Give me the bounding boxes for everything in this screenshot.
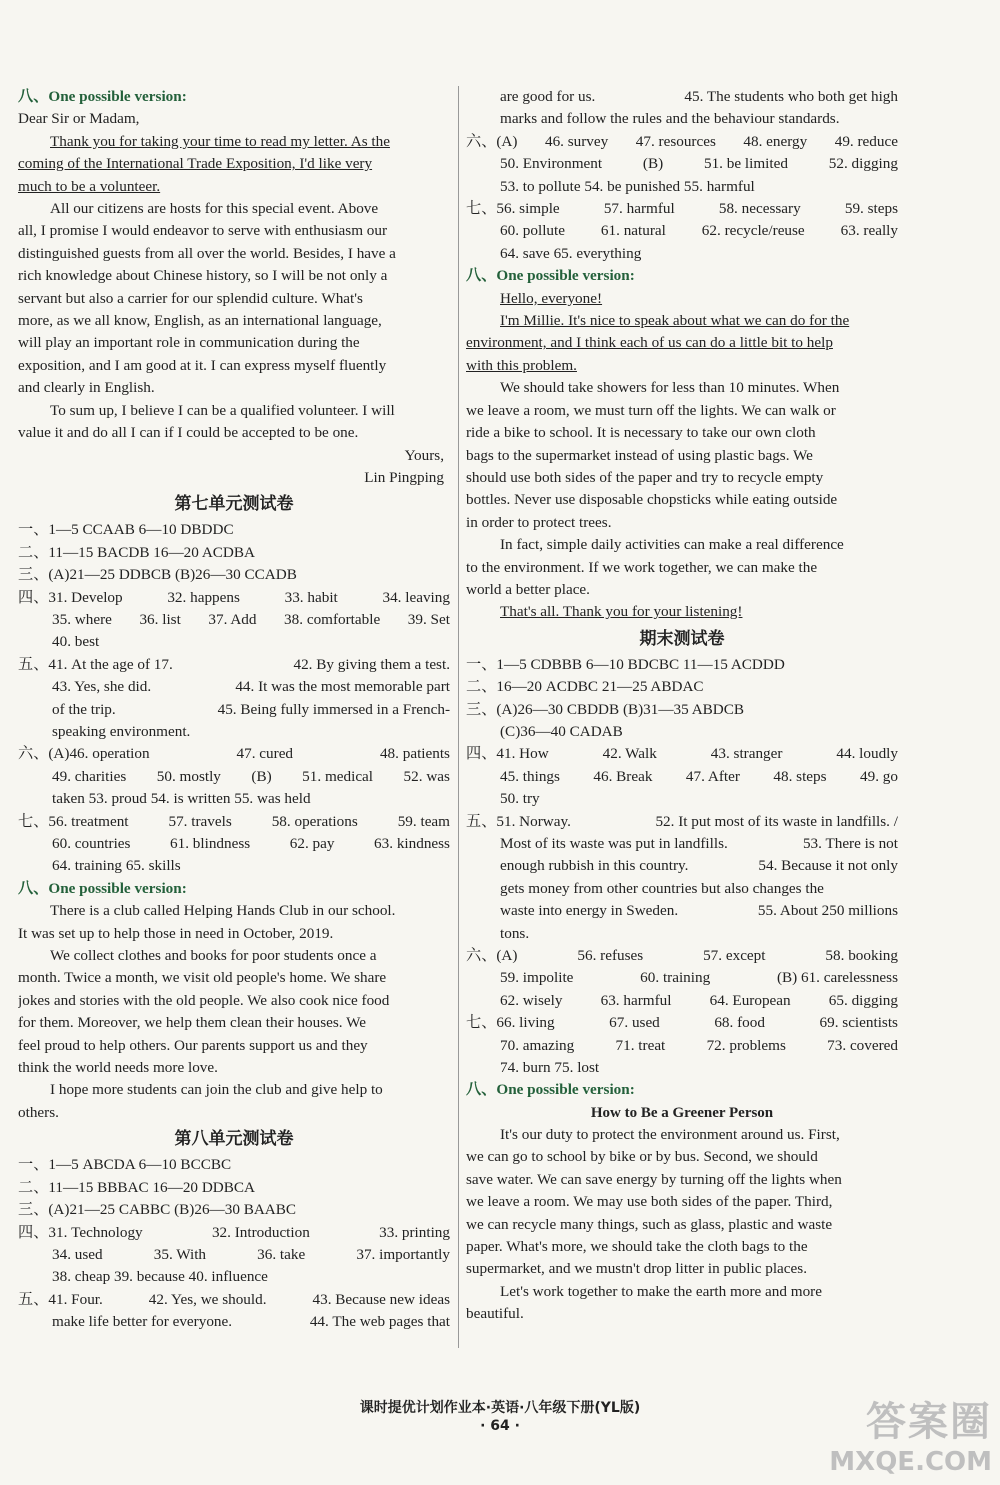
- text-line: we can recycle many things, such as glass, plastic and waste: [466, 1215, 833, 1233]
- text-line: 64. save 65. everything: [500, 244, 642, 262]
- text-line: more, as we all know, English, as an international language,: [18, 312, 382, 330]
- answer-chunk: 32. Introduction: [211, 1223, 310, 1241]
- text-line: others.: [18, 1103, 59, 1121]
- answer-chunk: 64. European: [709, 991, 791, 1009]
- answer-chunk: 37. importantly: [356, 1245, 450, 1263]
- answer-chunk: 四、31. Develop: [18, 588, 123, 606]
- text-line: Hello, everyone!: [500, 289, 603, 307]
- answer-chunk: (B): [642, 155, 664, 173]
- text-line: [466, 967, 898, 989]
- answer-chunk: 54. Because it not only: [758, 857, 898, 875]
- answer-chunk: 63. really: [840, 222, 898, 240]
- answer-chunk: 57. except: [703, 947, 766, 965]
- answer-chunk: 36. take: [257, 1245, 306, 1263]
- text-line: will play an important role in communication during the: [18, 334, 360, 352]
- text-line: 38. cheap 39. because 40. influence: [52, 1268, 268, 1286]
- answer-chunk: 59. impolite: [500, 969, 574, 987]
- answer-chunk: 59. steps: [844, 200, 898, 218]
- text-line: [18, 654, 450, 676]
- answer-chunk: 52. It put most of its waste in landfills. /: [655, 812, 898, 830]
- answer-chunk: 48. energy: [743, 132, 808, 150]
- text-line: [18, 1311, 450, 1333]
- version-heading: 八、One possible version:: [466, 1081, 635, 1099]
- answer-chunk: 62. recycle/reuse: [701, 222, 805, 240]
- answer-chunk: 四、31. Technology: [18, 1223, 143, 1241]
- answer-chunk: 71. treat: [615, 1036, 666, 1054]
- text-line: 40. best: [52, 633, 100, 651]
- text-line: We collect clothes and books for poor students once a: [50, 947, 377, 965]
- text-line: That's all. Thank you for your listening!: [500, 603, 743, 621]
- answer-chunk: 六、(A)46. operation: [18, 745, 150, 763]
- answer-chunk: 35. where: [52, 610, 112, 628]
- watermark-logo-text: 答案圈: [866, 1399, 992, 1445]
- text-line: distinguished guests from all over the world. Besides, I have a: [18, 244, 396, 262]
- answer-chunk: 38. comfortable: [284, 610, 381, 628]
- answer-chunk: 32. happens: [167, 588, 240, 606]
- answer-chunk: marks and follow the rules and the behaviour standards.: [500, 110, 840, 128]
- column-divider: [458, 86, 459, 1348]
- text-line: exposition, and I am good at it. I can express myself fluently: [18, 356, 387, 374]
- left-column: [18, 86, 450, 1334]
- text-line: [466, 198, 898, 220]
- text-line: we can go to school by bike or by bus. Second, we should: [466, 1148, 818, 1166]
- answer-chunk: 48. steps: [773, 767, 827, 785]
- text-line: we leave a room. We may use both sides of the paper. Third,: [466, 1193, 833, 1211]
- text-line: Yours,: [404, 446, 444, 464]
- footer-page-number: · 64 ·: [480, 1418, 520, 1434]
- answer-chunk: 46. Break: [593, 767, 653, 785]
- text-line: supermarket, and we mustn't drop litter in public places.: [466, 1260, 807, 1278]
- answer-chunk: 七、56. simple: [466, 200, 560, 218]
- answer-chunk: 44. It was the most memorable part: [235, 678, 450, 696]
- text-line: [18, 676, 450, 698]
- answer-chunk: 55. About 250 millions: [757, 902, 898, 920]
- answer-chunk: 58. operations: [271, 812, 358, 830]
- section-title: How to Be a Greener Person: [590, 1104, 774, 1121]
- text-line: 一、1—5 CDBBB 6—10 BDCBC 11—15 ACDDD: [466, 655, 785, 673]
- answer-chunk: 43. stranger: [710, 745, 783, 763]
- text-line: beautiful.: [466, 1305, 524, 1323]
- watermark: [829, 1390, 992, 1477]
- answer-chunk: 73. covered: [827, 1036, 898, 1054]
- answer-chunk: 51. be limited: [703, 155, 788, 173]
- text-line: I hope more students can join the club and give help to: [50, 1081, 383, 1099]
- text-line: to the environment. If we work together, we can make the: [466, 558, 818, 576]
- answer-chunk: 63. kindness: [374, 835, 450, 852]
- answer-chunk: 44. The web pages that: [309, 1313, 450, 1331]
- answer-chunk: 60. countries: [52, 835, 131, 852]
- text-line: [18, 811, 450, 833]
- watermark-url: MXQE.COM: [829, 1447, 992, 1477]
- text-line: tons.: [500, 924, 530, 942]
- text-line: [466, 153, 898, 175]
- text-line: Dear Sir or Madam,: [18, 110, 140, 128]
- text-line: much to be a volunteer.: [18, 177, 161, 195]
- text-line: (C)36—40 CADAB: [500, 722, 623, 740]
- text-line: rich knowledge about Chinese history, so I will be not only a: [18, 267, 388, 285]
- text-line: coming of the International Trade Exposition, I'd like very: [18, 155, 373, 173]
- text-line: [466, 900, 898, 922]
- answer-chunk: 34. used: [52, 1245, 103, 1263]
- text-line: save water. We can save energy by turning off the lights when: [466, 1170, 842, 1188]
- answer-chunk: 35. With: [153, 1245, 207, 1263]
- answer-chunk: Most of its waste was put in landfills.: [500, 835, 728, 852]
- text-line: [466, 811, 898, 833]
- text-line: We should take showers for less than 10 minutes. When: [500, 379, 840, 397]
- answer-chunk: 67. used: [609, 1014, 660, 1032]
- answer-chunk: 57. travels: [168, 812, 232, 830]
- answer-chunk: 53. There is not: [802, 835, 898, 852]
- answer-chunk: 50. Environment: [500, 155, 603, 173]
- answer-chunk: 47. cured: [236, 745, 294, 763]
- answer-chunk: 五、41. Four.: [18, 1290, 103, 1308]
- text-line: think the world needs more love.: [18, 1059, 218, 1077]
- answer-chunk: 56. refuses: [577, 947, 644, 965]
- text-line: servant but also a carrier for our splendid culture. What's: [18, 289, 363, 307]
- text-line: [466, 108, 898, 130]
- answer-chunk: 36. list: [139, 610, 181, 628]
- text-line: feel proud to help others. Our parents support us and they: [18, 1036, 368, 1054]
- section-title: 第八单元测试卷: [174, 1129, 294, 1150]
- text-line: 三、(A)21—25 DDBCB (B)26—30 CCADB: [18, 566, 297, 584]
- answer-chunk: 61. blindness: [170, 835, 251, 852]
- text-line: [18, 743, 450, 765]
- text-line: [18, 699, 450, 721]
- answer-chunk: 60. pollute: [500, 222, 565, 240]
- answer-chunk: 60. training: [640, 969, 711, 987]
- answer-chunk: 62. wisely: [500, 991, 563, 1009]
- section-title: 第七单元测试卷: [174, 494, 294, 515]
- answer-chunk: waste into energy in Sweden.: [500, 902, 679, 920]
- text-line: bottles. Never use disposable chopsticks while eating outside: [466, 491, 838, 509]
- answer-chunk: 42. By giving them a test.: [293, 655, 450, 673]
- text-line: [466, 855, 898, 877]
- text-line: jokes and stories with the old people. We also cook nice food: [18, 991, 390, 1009]
- text-line: I'm Millie. It's nice to speak about what we can do for the: [500, 312, 850, 330]
- text-line: [466, 990, 898, 1012]
- text-line: 64. training 65. skills: [52, 857, 181, 875]
- answer-chunk: 57. harmful: [603, 200, 675, 218]
- text-line: Let's work together to make the earth more and more: [500, 1282, 822, 1300]
- text-line: [466, 1035, 898, 1057]
- text-line: speaking environment.: [52, 722, 191, 740]
- text-line: all, I promise I would endeavor to serve with enthusiasm our: [18, 222, 388, 240]
- text-line: [466, 131, 898, 153]
- text-line: we leave a room, we must turn off the lights. We can walk or: [466, 401, 836, 419]
- answer-chunk: 70. amazing: [500, 1036, 575, 1054]
- text-line: [466, 86, 898, 108]
- answer-chunk: 68. food: [714, 1014, 765, 1032]
- version-heading: 八、One possible version:: [18, 88, 187, 105]
- text-line: 二、11—15 BACDB 16—20 ACDBA: [18, 543, 255, 561]
- text-line: [466, 766, 898, 788]
- text-line: [466, 878, 898, 900]
- text-line: [18, 609, 450, 631]
- text-line: Lin Pingping: [364, 468, 444, 486]
- text-line: 50. try: [500, 790, 540, 808]
- answer-chunk: (B): [251, 767, 272, 785]
- answer-chunk: 33. printing: [379, 1223, 450, 1241]
- answer-chunk: 43. Because new ideas: [312, 1290, 450, 1308]
- text-line: In fact, simple daily activities can make a real difference: [500, 536, 844, 554]
- answer-chunk: 48. patients: [379, 745, 450, 763]
- answer-chunk: 42. Yes, we should.: [148, 1290, 267, 1308]
- text-line: [466, 220, 898, 242]
- text-line: 一、1—5 ABCDA 6—10 BCCBC: [18, 1156, 232, 1174]
- answer-chunk: 44. loudly: [836, 745, 898, 763]
- answer-chunk: 52. digging: [828, 155, 898, 173]
- text-line: [18, 1289, 450, 1311]
- text-line: [466, 945, 898, 967]
- text-line: should use both sides of the paper and try to recycle empty: [466, 468, 824, 486]
- answer-chunk: gets money from other countries but also changes the: [500, 879, 824, 897]
- footer-book-title: 课时提优计划作业本·英语·八年级下册(YL版): [359, 1400, 641, 1416]
- answer-chunk: make life better for everyone.: [52, 1313, 233, 1331]
- answer-chunk: 33. habit: [284, 588, 338, 606]
- right-column: [466, 86, 898, 1326]
- answer-chunk: 50. mostly: [156, 767, 221, 785]
- text-line: [18, 1244, 450, 1266]
- answer-chunk: 34. leaving: [382, 588, 450, 606]
- text-line: value it and do all I can if I could be accepted to be one.: [18, 424, 359, 442]
- text-line: month. Twice a month, we visit old people's home. We share: [18, 969, 387, 987]
- answer-chunk: 65. digging: [828, 991, 898, 1009]
- text-line: To sum up, I believe I can be a qualified volunteer. I will: [50, 401, 395, 419]
- answer-chunk: 47. After: [685, 767, 740, 785]
- text-line: 53. to pollute 54. be punished 55. harmful: [500, 177, 755, 195]
- answer-chunk: 69. scientists: [819, 1014, 898, 1032]
- answer-chunk: 四、41. How: [466, 745, 549, 763]
- version-heading: 八、One possible version:: [18, 879, 187, 897]
- text-line: 二、11—15 BBBAC 16—20 DDBCA: [18, 1178, 255, 1196]
- text-line: taken 53. proud 54. is written 55. was held: [52, 790, 311, 808]
- text-line: [18, 587, 450, 609]
- answer-chunk: 59. team: [397, 812, 450, 830]
- answer-chunk: 46. survey: [544, 132, 609, 150]
- text-line: paper. What's more, we should take the cloth bags to the: [466, 1237, 808, 1255]
- answer-chunk: 37. Add: [208, 610, 257, 628]
- answer-chunk: 62. pay: [289, 835, 335, 852]
- text-line: Thank you for taking your time to read my letter. As the: [50, 132, 390, 150]
- text-line: It's our duty to protect the environment around us. First,: [500, 1125, 840, 1143]
- answer-chunk: enough rubbish in this country.: [500, 857, 689, 875]
- answer-chunk: are good for us.: [500, 88, 596, 105]
- answer-chunk: of the trip.: [52, 700, 116, 718]
- text-line: 二、16—20 ACDBC 21—25 ABDAC: [466, 678, 704, 696]
- text-line: ride a bike to school. It is necessary to take our own cloth: [466, 424, 816, 442]
- text-line: in order to protect trees.: [466, 513, 612, 531]
- answer-chunk: 45. things: [500, 767, 560, 785]
- text-line: for them. Moreover, we help them clean their houses. We: [18, 1014, 366, 1032]
- text-line: 74. burn 75. lost: [500, 1059, 600, 1077]
- text-line: [466, 743, 898, 765]
- text-line: It was set up to help those in need in October, 2019.: [18, 924, 334, 942]
- answer-chunk: 五、41. At the age of 17.: [18, 655, 173, 673]
- text-line: 三、(A)21—25 CABBC (B)26—30 BAABC: [18, 1201, 297, 1219]
- text-line: [466, 1012, 898, 1034]
- text-line: and clearly in English.: [18, 379, 155, 397]
- answer-chunk: 六、(A): [466, 947, 518, 965]
- text-line: [466, 833, 898, 855]
- text-line: with this problem.: [466, 356, 577, 374]
- answer-chunk: (B) 61. carelessness: [776, 969, 898, 987]
- text-line: All our citizens are hosts for this special event. Above: [50, 200, 379, 218]
- answer-chunk: 39. Set: [407, 610, 450, 628]
- answer-chunk: 72. problems: [706, 1036, 786, 1054]
- answer-chunk: 49. go: [860, 767, 898, 785]
- text-line: world a better place.: [466, 580, 590, 598]
- answer-chunk: 47. resources: [635, 132, 716, 150]
- answer-chunk: 63. harmful: [600, 991, 672, 1009]
- answer-chunk: 61. natural: [600, 222, 666, 240]
- answer-chunk: 49. reduce: [834, 132, 898, 150]
- answer-chunk: 六、(A): [466, 132, 518, 150]
- answer-chunk: 58. necessary: [718, 200, 801, 218]
- answer-chunk: 58. booking: [825, 947, 898, 965]
- answer-chunk: 51. medical: [302, 767, 374, 785]
- text-line: [18, 833, 450, 855]
- text-line: bags to the supermarket instead of using plastic bags. We: [466, 446, 813, 464]
- text-line: There is a club called Helping Hands Club in our school.: [50, 902, 396, 920]
- answer-chunk: 43. Yes, she did.: [52, 678, 152, 696]
- answer-chunk: 49. charities: [52, 767, 127, 785]
- text-line: [18, 1222, 450, 1244]
- answer-chunk: 52. was: [403, 767, 450, 785]
- answer-chunk: 42. Walk: [602, 745, 657, 763]
- answer-chunk: 七、56. treatment: [18, 812, 129, 830]
- section-title: 期末测试卷: [639, 628, 725, 649]
- text-line: 三、(A)26—30 CBDDB (B)31—35 ABDCB: [466, 700, 745, 718]
- answer-chunk: 45. The students who both get high: [684, 88, 898, 105]
- answer-chunk: 五、51. Norway.: [466, 812, 571, 830]
- text-line: environment, and I think each of us can do a little bit to help: [466, 334, 833, 352]
- answer-chunk: 七、66. living: [466, 1014, 555, 1032]
- text-line: [18, 766, 450, 788]
- answer-chunk: 45. Being fully immersed in a French-: [217, 700, 450, 718]
- version-heading: 八、One possible version:: [466, 267, 635, 285]
- text-line: 一、1—5 CCAAB 6—10 DBDDC: [18, 521, 234, 539]
